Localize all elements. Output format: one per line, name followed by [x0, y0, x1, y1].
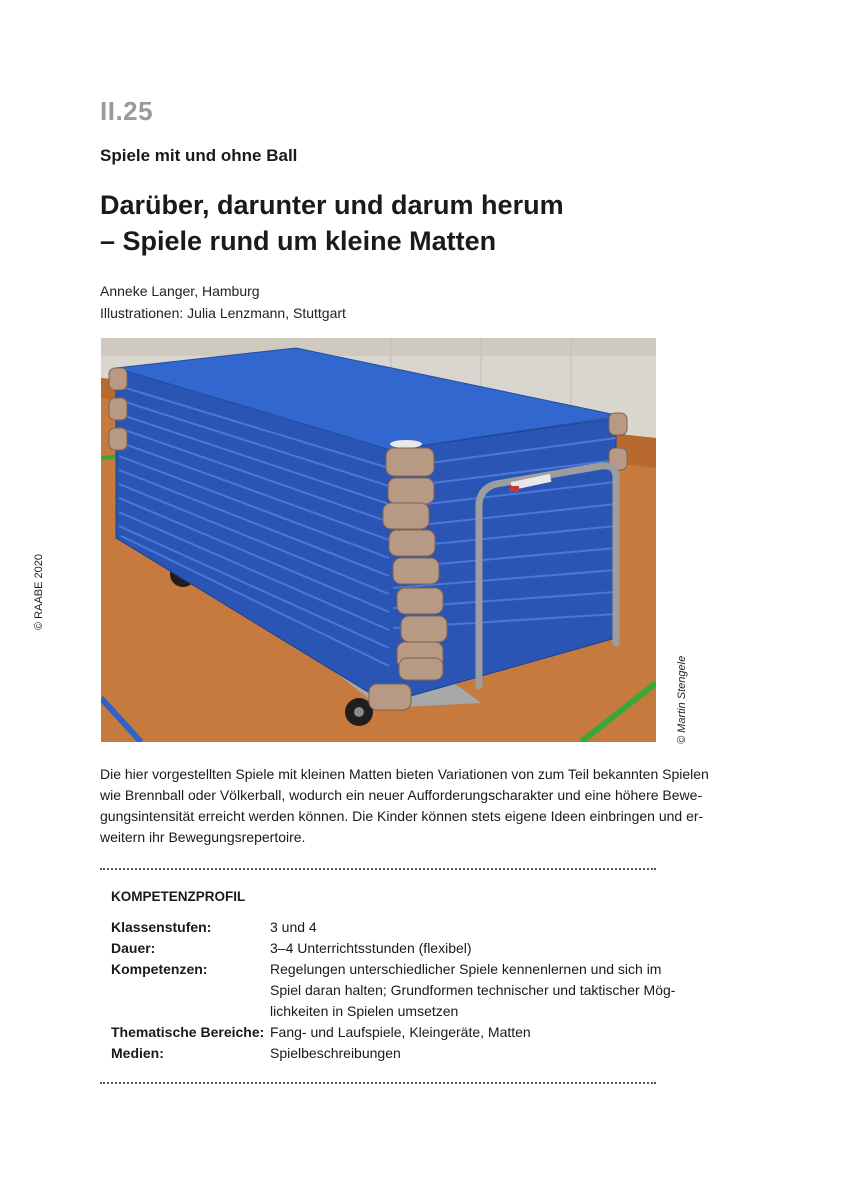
kp-value-line: 3–4 Unterrichtsstunden (flexibel)	[270, 940, 472, 956]
divider-bottom	[100, 1082, 656, 1084]
intro-line: wie Brennball oder Völkerball, wodurch ein neuer Aufforderungscharakter und eine höhere Bewe-	[100, 787, 703, 803]
series-title: Spiele mit und ohne Ball	[100, 146, 298, 165]
title-line-1: Darüber, darunter und darum herum	[100, 190, 564, 220]
authors	[100, 280, 346, 324]
kp-value-line: Spielbeschreibungen	[270, 1045, 401, 1061]
side-copyright: © RAABE 2020	[33, 554, 45, 630]
kp-value-line: Fang- und Laufspiele, Kleingeräte, Matten	[270, 1024, 531, 1040]
kp-value	[270, 1022, 531, 1043]
title-line-2: – Spiele rund um kleine Matten	[100, 226, 497, 256]
kp-label: Medien:	[111, 1045, 164, 1061]
kp-row-kompetenzen	[111, 959, 676, 1022]
page-title	[100, 187, 720, 259]
intro-line: gungsintensität erreicht werden können. Die Kinder können stets eigene Ideen einbringen und er-	[100, 808, 704, 824]
kp-label: Dauer:	[111, 940, 156, 956]
divider-top	[100, 868, 656, 870]
kp-value	[270, 1043, 401, 1064]
author-line: Anneke Langer, Hamburg	[100, 283, 260, 299]
kompetenzprofil-heading: KOMPETENZPROFIL	[111, 889, 246, 904]
kp-row-medien	[111, 1043, 651, 1064]
section-code: II.25	[100, 96, 154, 126]
kp-value	[270, 959, 675, 1022]
kp-label: Klassenstufen:	[111, 919, 212, 935]
kp-label: Thematische Bereiche:	[111, 1024, 265, 1040]
kompetenzprofil-table	[111, 917, 676, 1064]
kp-value	[270, 938, 472, 959]
intro-line: Die hier vorgestellten Spiele mit kleinen Matten bieten Variationen von zum Teil bekannten Spielen	[100, 766, 709, 782]
kp-value-line: lichkeiten in Spielen umsetzen	[270, 1003, 459, 1019]
intro-paragraph	[100, 764, 709, 848]
kp-row-klassenstufen	[111, 917, 651, 938]
kp-value-line: 3 und 4	[270, 919, 317, 935]
kp-row-dauer	[111, 938, 651, 959]
kp-value-line: Spiel daran halten; Grundformen technischer und taktischer Mög-	[270, 982, 676, 998]
kp-value	[270, 917, 317, 938]
mat-cart-photo	[101, 338, 656, 742]
photo-credit: © Martin Stengele	[676, 655, 688, 744]
intro-line: weitern ihr Bewegungsrepertoire.	[100, 829, 306, 845]
kp-label: Kompetenzen:	[111, 961, 208, 977]
kp-row-thematische-bereiche	[111, 1022, 651, 1043]
illustrations-line: Illustrationen: Julia Lenzmann, Stuttgart	[100, 305, 346, 321]
kp-value-line: Regelungen unterschiedlicher Spiele kennenlernen und sich im	[270, 961, 662, 977]
